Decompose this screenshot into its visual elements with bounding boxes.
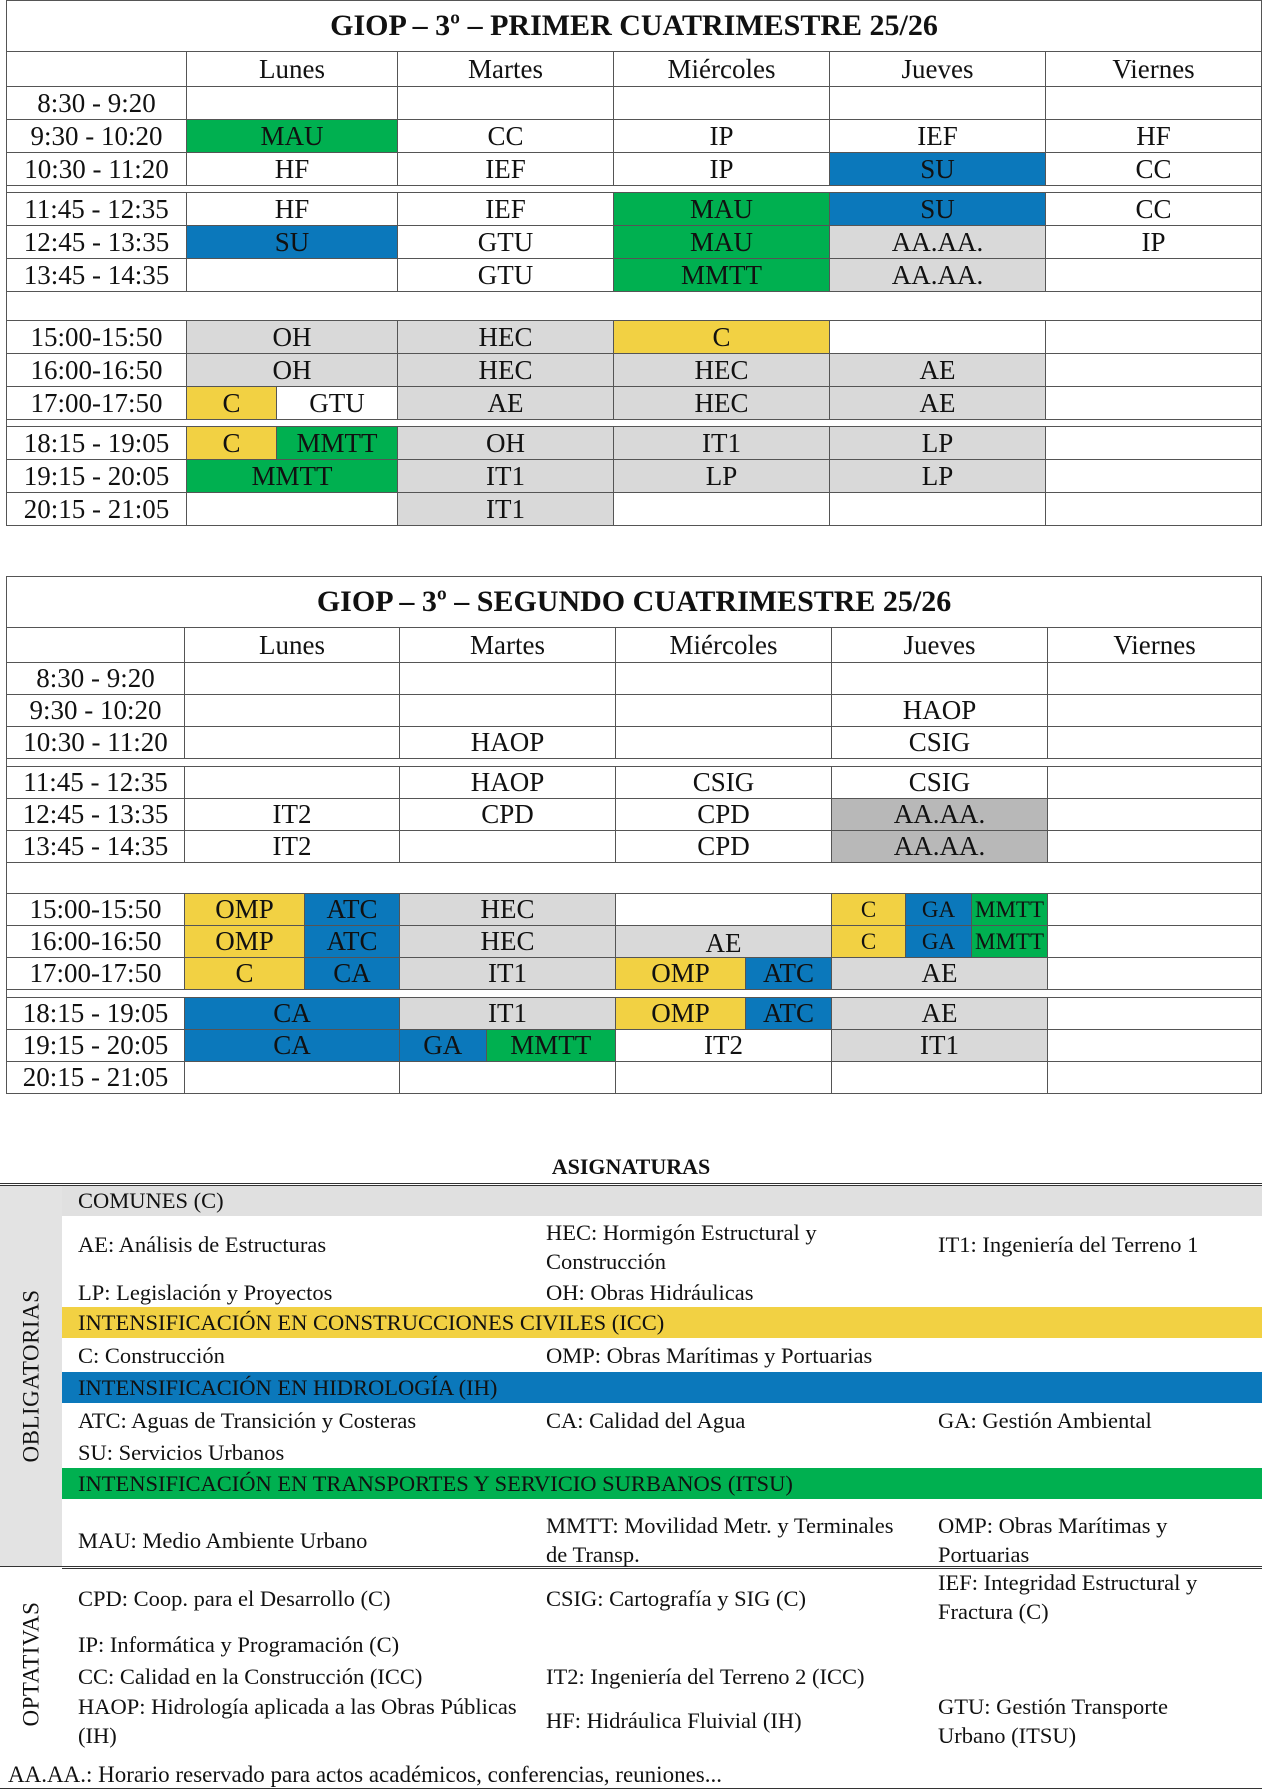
time-slot: 12:45 - 13:35 — [7, 799, 185, 831]
corner-cell — [7, 628, 185, 663]
class-cell — [185, 663, 400, 695]
class-cell: CSIG — [832, 767, 1048, 799]
class-cell — [1046, 259, 1262, 292]
subject-item: MMTT: Movilidad Metr. y Terminales de Transp. — [546, 1513, 894, 1567]
time-slot: 19:15 - 20:05 — [7, 1030, 185, 1062]
time-slot: 8:30 - 9:20 — [7, 663, 185, 695]
legend-optativas — [0, 1568, 1262, 1760]
class-cell: IP — [614, 153, 830, 186]
class-cell — [1048, 1030, 1262, 1062]
day-header-wednesday: Miércoles — [614, 52, 830, 87]
class-cell: AE — [830, 354, 1046, 387]
class-cell — [1048, 727, 1262, 759]
class-cell — [616, 663, 832, 695]
class-cell — [185, 1062, 400, 1094]
class-cell — [1048, 958, 1262, 990]
class-cell — [1048, 767, 1262, 799]
class-cell: MAU — [614, 226, 830, 259]
class-cell: HEC — [400, 894, 616, 926]
subject-item: CPD: Coop. para el Desarrollo (C) — [78, 1586, 391, 1611]
class-cell: AE — [832, 998, 1048, 1030]
class-cell: GTU — [398, 259, 614, 292]
subject-item: CSIG: Cartografía y SIG (C) — [546, 1586, 806, 1611]
class-cell: HAOP — [400, 727, 616, 759]
class-cell: GA — [906, 894, 972, 926]
subject-item: GTU: Gestión Transporte Urbano (ITSU) — [938, 1694, 1168, 1748]
class-cell: IP — [614, 120, 830, 153]
class-cell: IT1 — [400, 958, 616, 990]
obligatorias-label: OBLIGATORIAS — [18, 1289, 44, 1463]
class-cell: MMTT — [187, 460, 398, 493]
class-cell: OMP — [185, 894, 305, 926]
day-header-friday: Viernes — [1046, 52, 1262, 87]
obligatorias-side-label — [0, 1186, 62, 1566]
class-cell: IT1 — [832, 1030, 1048, 1062]
class-cell — [614, 87, 830, 120]
class-cell: CA — [185, 998, 400, 1030]
class-cell: AA.AA. — [832, 799, 1048, 831]
class-cell: CPD — [616, 831, 832, 863]
subject-item: IT2: Ingeniería del Terreno 2 (ICC) — [546, 1664, 865, 1689]
subject-item: SU: Servicios Urbanos — [78, 1440, 285, 1465]
class-cell: CC — [398, 120, 614, 153]
class-cell: C — [832, 894, 906, 926]
class-cell: IEF — [830, 120, 1046, 153]
class-cell: C — [185, 958, 305, 990]
class-cell: SU — [830, 193, 1046, 226]
class-cell: GA — [400, 1030, 487, 1061]
class-cell — [1046, 460, 1262, 493]
class-cell: MMTT — [972, 926, 1048, 958]
time-slot: 8:30 - 9:20 — [7, 87, 187, 120]
class-cell: OMP — [616, 998, 746, 1030]
time-slot: 10:30 - 11:20 — [7, 727, 185, 759]
subject-item: GA: Gestión Ambiental — [938, 1408, 1152, 1433]
subject-item: IT1: Ingeniería del Terreno 1 — [938, 1232, 1199, 1257]
time-slot: 12:45 - 13:35 — [7, 226, 187, 259]
class-cell: IT1 — [400, 998, 616, 1030]
subject-item: CA: Calidad del Agua — [546, 1408, 746, 1433]
class-cell: CA — [185, 1030, 400, 1062]
class-cell — [185, 695, 400, 727]
time-slot: 13:45 - 14:35 — [7, 831, 185, 863]
class-cell: AE — [832, 958, 1048, 990]
class-cell: CSIG — [832, 727, 1048, 759]
time-slot: 18:15 - 19:05 — [7, 427, 187, 460]
class-cell: OH — [187, 321, 398, 354]
class-cell: IT2 — [185, 831, 400, 863]
subject-item: AE: Análisis de Estructuras — [78, 1232, 327, 1257]
time-slot: 15:00-15:50 — [7, 321, 187, 354]
time-slot: 17:00-17:50 — [7, 387, 187, 420]
day-header-wednesday: Miércoles — [616, 628, 832, 663]
class-cell — [398, 87, 614, 120]
time-slot: 19:15 - 20:05 — [7, 460, 187, 493]
class-cell: AA.AA. — [832, 831, 1048, 863]
time-slot: 16:00-16:50 — [7, 926, 185, 958]
class-cell: HEC — [400, 926, 616, 958]
class-cell: SU — [187, 226, 398, 259]
subject-item: MAU: Medio Ambiente Urbano — [78, 1528, 368, 1553]
class-cell — [616, 894, 832, 926]
lunch-gap — [7, 863, 1262, 894]
class-cell: IT1 — [398, 460, 614, 493]
day-header-monday: Lunes — [187, 52, 398, 87]
class-cell: CC — [1046, 153, 1262, 186]
class-cell — [187, 493, 398, 526]
lunch-gap — [7, 292, 1262, 321]
class-cell — [830, 493, 1046, 526]
class-cell: AE — [830, 387, 1046, 420]
time-slot: 9:30 - 10:20 — [7, 120, 187, 153]
time-slot: 11:45 - 12:35 — [7, 193, 187, 226]
subject-item: HF: Hidráulica Fluivial (IH) — [546, 1708, 802, 1733]
class-cell: HEC — [398, 321, 614, 354]
class-cell: OMP — [616, 958, 746, 990]
subject-item: CC: Calidad en la Construcción (ICC) — [78, 1664, 423, 1689]
break-separator — [7, 420, 1262, 427]
time-slot: 20:15 - 21:05 — [7, 1062, 185, 1094]
class-cell: HEC — [398, 354, 614, 387]
class-cell: MMTT — [614, 259, 830, 292]
class-cell: C — [187, 427, 277, 460]
class-cell: C — [832, 926, 906, 958]
schedule-second-semester — [6, 576, 1262, 1094]
class-cell — [400, 695, 616, 727]
time-slot: 20:15 - 21:05 — [7, 493, 187, 526]
footer-rule — [0, 1788, 1262, 1789]
class-cell: CSIG — [616, 767, 832, 799]
class-cell: CPD — [400, 799, 616, 831]
time-slot: 13:45 - 14:35 — [7, 259, 187, 292]
subject-item: OH: Obras Hidráulicas — [546, 1280, 754, 1305]
class-cell — [1048, 894, 1262, 926]
class-cell: MMTT — [487, 1030, 615, 1061]
class-cell — [1048, 663, 1262, 695]
class-cell: IEF — [398, 193, 614, 226]
class-cell — [187, 259, 398, 292]
class-cell: MMTT — [972, 894, 1048, 926]
class-cell: GTU — [277, 387, 398, 420]
class-cell: SU — [830, 153, 1046, 186]
class-cell: AE — [616, 926, 832, 958]
subject-item: HEC: Hormigón Estructural y Construcción — [546, 1220, 817, 1274]
class-cell: AA.AA. — [830, 226, 1046, 259]
subject-item: OMP: Obras Marítimas y Portuarias — [938, 1513, 1168, 1567]
class-cell: CC — [1046, 193, 1262, 226]
subject-item: IEF: Integridad Estructural y Fractura (C) — [938, 1570, 1198, 1624]
break-separator — [7, 759, 1262, 767]
class-cell: C — [187, 387, 277, 420]
group-header-icc: INTENSIFICACIÓN EN CONSTRUCCIONES CIVILES (ICC) — [62, 1307, 1262, 1338]
class-cell: CPD — [616, 799, 832, 831]
class-cell — [1046, 354, 1262, 387]
class-cell: ATC — [746, 958, 832, 990]
subject-item: IP: Informática y Programación (C) — [78, 1632, 400, 1657]
time-slot: 10:30 - 11:20 — [7, 153, 187, 186]
schedule-title: GIOP – 3º – PRIMER CUATRIMESTRE 25/26 — [7, 1, 1262, 52]
class-cell: LP — [614, 460, 830, 493]
class-cell: HF — [187, 193, 398, 226]
class-cell: OMP — [185, 926, 305, 958]
class-cell: HEC — [614, 354, 830, 387]
class-cell: LP — [830, 427, 1046, 460]
class-cell — [187, 87, 398, 120]
legend-title: ASIGNATURAS — [551, 1154, 711, 1179]
class-cell: LP — [830, 460, 1046, 493]
schedule-title: GIOP – 3º – SEGUNDO CUATRIMESTRE 25/26 — [7, 577, 1262, 628]
day-header-monday: Lunes — [185, 628, 400, 663]
class-cell: IT1 — [614, 427, 830, 460]
class-cell: HF — [1046, 120, 1262, 153]
class-cell — [616, 727, 832, 759]
class-cell: MAU — [614, 193, 830, 226]
class-cell-split — [400, 1030, 616, 1062]
class-cell: C — [614, 321, 830, 354]
class-cell: GA — [906, 926, 972, 958]
class-cell — [400, 831, 616, 863]
class-cell — [1048, 998, 1262, 1030]
time-slot: 15:00-15:50 — [7, 894, 185, 926]
class-cell — [1046, 321, 1262, 354]
class-cell — [185, 727, 400, 759]
class-cell: HEC — [614, 387, 830, 420]
class-cell — [1046, 87, 1262, 120]
time-slot: 18:15 - 19:05 — [7, 998, 185, 1030]
break-separator — [7, 990, 1262, 998]
class-cell — [1048, 1062, 1262, 1094]
day-header-friday: Viernes — [1048, 628, 1262, 663]
group-header-itsu: INTENSIFICACIÓN EN TRANSPORTES Y SERVICIO SURBANOS (ITSU) — [62, 1468, 1262, 1499]
class-cell: AA.AA. — [830, 259, 1046, 292]
class-cell — [400, 1062, 616, 1094]
class-cell: MAU — [187, 120, 398, 153]
class-cell: ATC — [305, 926, 400, 958]
class-cell: ATC — [305, 894, 400, 926]
day-header-thursday: Jueves — [830, 52, 1046, 87]
day-header-tuesday: Martes — [400, 628, 616, 663]
schedule-first-semester — [6, 0, 1262, 526]
class-cell — [1046, 493, 1262, 526]
optativas-side-label — [0, 1568, 62, 1760]
class-cell — [400, 663, 616, 695]
class-cell — [1048, 799, 1262, 831]
class-cell — [832, 663, 1048, 695]
footnote: AA.AA.: Horario reservado para actos académicos, conferencias, reuniones... — [8, 1762, 722, 1787]
class-cell: IT2 — [185, 799, 400, 831]
corner-cell — [7, 52, 187, 87]
group-header-ih: INTENSIFICACIÓN EN HIDROLOGÍA (IH) — [62, 1372, 1262, 1403]
class-cell — [830, 87, 1046, 120]
class-cell — [616, 1062, 832, 1094]
class-cell: GTU — [398, 226, 614, 259]
class-cell: HAOP — [832, 695, 1048, 727]
class-cell: HF — [187, 153, 398, 186]
legend-obligatorias — [0, 1183, 1262, 1569]
class-cell: IT1 — [398, 493, 614, 526]
class-cell — [832, 1062, 1048, 1094]
time-slot: 16:00-16:50 — [7, 354, 187, 387]
subject-item: HAOP: Hidrología aplicada a las Obras Públicas (IH) — [78, 1694, 517, 1748]
class-cell — [185, 767, 400, 799]
class-cell: HAOP — [400, 767, 616, 799]
class-cell: AE — [398, 387, 614, 420]
subject-item: LP: Legislación y Proyectos — [78, 1280, 333, 1305]
class-cell — [1048, 831, 1262, 863]
class-cell — [1048, 926, 1262, 958]
optativas-label: OPTATIVAS — [18, 1601, 43, 1727]
group-header-comunes: COMUNES (C) — [62, 1186, 1262, 1216]
subject-item: C: Construcción — [78, 1343, 225, 1368]
class-cell: IEF — [398, 153, 614, 186]
class-cell — [1046, 427, 1262, 460]
day-header-tuesday: Martes — [398, 52, 614, 87]
time-slot: 9:30 - 10:20 — [7, 695, 185, 727]
class-cell: ATC — [746, 998, 832, 1030]
class-cell: OH — [187, 354, 398, 387]
time-slot: 11:45 - 12:35 — [7, 767, 185, 799]
class-cell — [616, 695, 832, 727]
time-slot: 17:00-17:50 — [7, 958, 185, 990]
class-cell — [1046, 387, 1262, 420]
class-cell: IT2 — [616, 1030, 832, 1062]
subject-item: ATC: Aguas de Transición y Costeras — [78, 1408, 417, 1433]
class-cell: IP — [1046, 226, 1262, 259]
day-header-thursday: Jueves — [832, 628, 1048, 663]
class-cell: OH — [398, 427, 614, 460]
class-cell: MMTT — [277, 427, 398, 460]
class-cell — [830, 321, 1046, 354]
subject-item: OMP: Obras Marítimas y Portuarias — [546, 1343, 873, 1368]
break-separator — [7, 186, 1262, 193]
class-cell — [614, 493, 830, 526]
class-cell — [1048, 695, 1262, 727]
class-cell: CA — [305, 958, 400, 990]
